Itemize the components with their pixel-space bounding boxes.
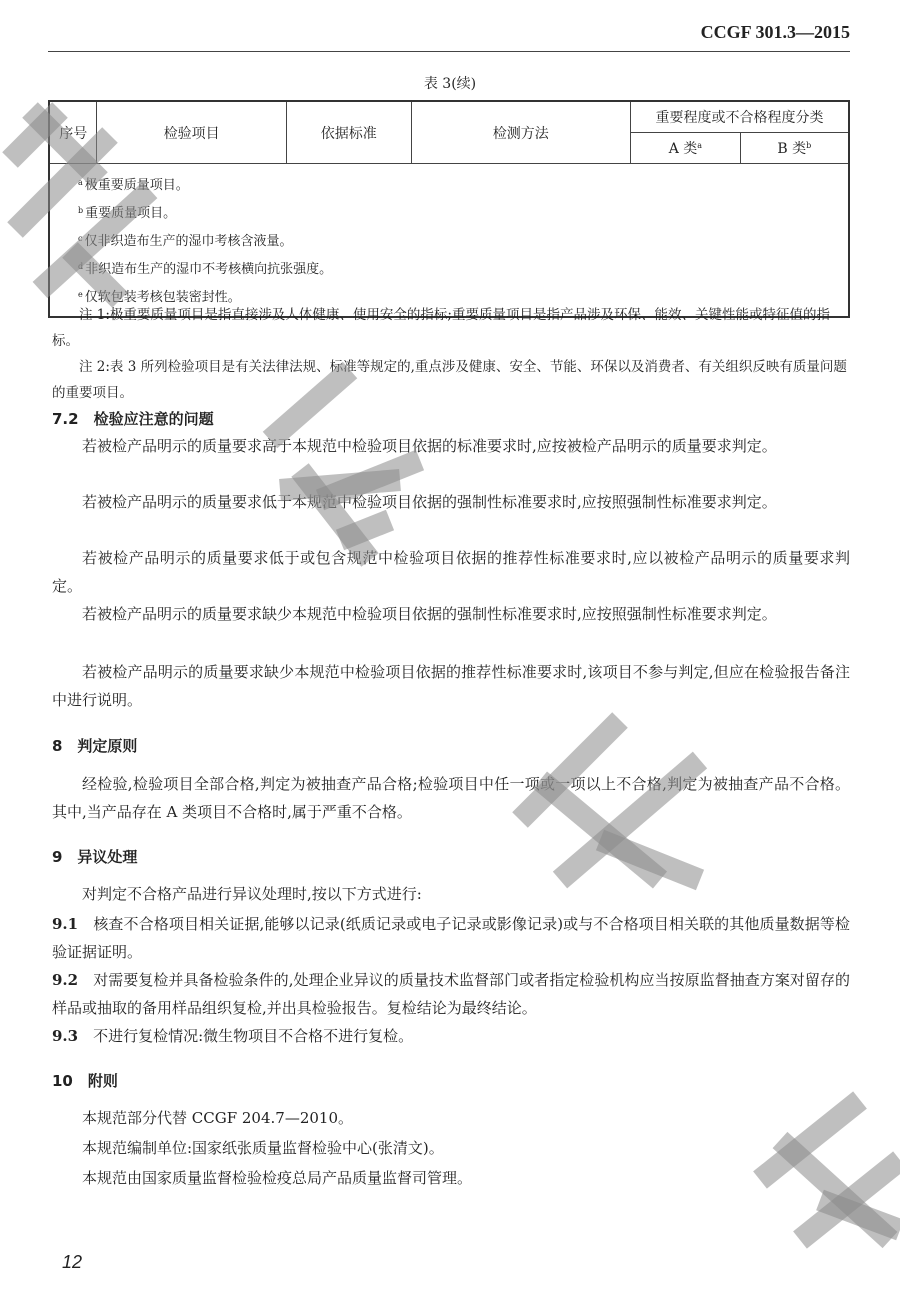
col-class-b [740, 133, 849, 164]
footnote-text: 极重要质量项目。 [84, 178, 189, 193]
footnote-mark: a [78, 178, 83, 187]
item-9-2 [52, 966, 850, 1022]
para-7-2-5: 若被检产品明示的质量要求缺少本规范中检验项目依据的推荐性标准要求时,该项目不参与判定,但应在检验报告备注中进行说明。 [52, 663, 850, 709]
class-b-sup: b [806, 141, 812, 150]
footnote [78, 226, 848, 254]
footnote [78, 254, 848, 282]
para-10-2: 本规范编制单位:国家纸张质量监督检验中心(张清文)。 [82, 1139, 444, 1157]
table-footnotes [49, 164, 849, 318]
col-standard: 依据标准 [286, 101, 411, 164]
section-9-heading: 9 异议处理 [52, 848, 138, 866]
note-2: 注 2:表 3 所列检验项目是有关法律法规、标准等规定的,重点涉及健康、安全、节能、环保以及消费者、有关组织反映有质量问题的重要项目。 [52, 359, 847, 401]
para-8: 经检验,检验项目全部合格,判定为被抽查产品合格;检验项目中任一项或一项以上不合格,判定为被抽查产品不合格。其中,当产品存在 A 类项目不合格时,属于严重不合格。 [52, 775, 850, 821]
para-10-3: 本规范由国家质量监督检验检疫总局产品质量监督司管理。 [82, 1169, 473, 1187]
section-7-2-heading: 7.2 检验应注意的问题 [52, 410, 214, 428]
section-10-heading: 10 附则 [52, 1072, 118, 1090]
col-item: 检验项目 [97, 101, 287, 164]
para-7-2-1: 若被检产品明示的质量要求高于本规范中检验项目依据的标准要求时,应按被检产品明示的质量要求判定。 [82, 437, 777, 455]
footnote-text: 非织造布生产的湿巾不考核横向抗张强度。 [85, 262, 333, 277]
footnote-mark: e [78, 290, 83, 299]
item-9-3-num: 9.3 [52, 1027, 79, 1045]
footnote-text: 仅非织造布生产的湿巾考核含液量。 [84, 234, 293, 249]
footnote-mark: b [78, 206, 84, 215]
header-rule [48, 51, 850, 52]
footnote-mark: c [78, 234, 83, 243]
note-1: 注 1:极重要质量项目是指直接涉及人体健康、使用安全的指标;重要质量项目是指产品涉及环保、能效、关键性能或特征值的指标。 [52, 307, 830, 349]
col-class-a-label: A 类 [668, 141, 698, 157]
item-9-3-text: 不进行复检情况:微生物项目不合格不进行复检。 [93, 1027, 414, 1045]
para-9-intro: 对判定不合格产品进行异议处理时,按以下方式进行: [82, 885, 422, 903]
para-7-2-2: 若被检产品明示的质量要求低于本规范中检验项目依据的强制性标准要求时,应按照强制性标准要求判定。 [82, 493, 777, 511]
footnote-text: 重要质量项目。 [85, 206, 177, 221]
page-header: CCGF 301.3—2015 [700, 22, 850, 42]
section-8-heading: 8 判定原则 [52, 737, 138, 755]
table-caption: 表 3(续) [423, 76, 477, 92]
footnote-mark: d [78, 262, 84, 271]
col-class-a [631, 133, 741, 164]
col-classification: 重要程度或不合格程度分类 [631, 101, 849, 133]
footnote [78, 198, 848, 226]
item-9-1-num: 9.1 [52, 915, 79, 933]
col-method: 检测方法 [411, 101, 630, 164]
item-9-2-num: 9.2 [52, 971, 79, 989]
item-9-2-text: 对需要复检并具备检验条件的,处理企业异议的质量技术监督部门或者指定检验机构应当按原监督抽查方案对留存的样品或抽取的备用样品组织复检,并出具检验报告。复检结论为最终结论。 [52, 971, 850, 1017]
item-9-1-text: 核查不合格项目相关证据,能够以记录(纸质记录或电子记录或影像记录)或与不合格项目相关联的其他质量数据等检验证据证明。 [52, 915, 850, 961]
table-3-continued [48, 100, 850, 318]
footnote [78, 170, 848, 198]
col-seq: 序号 [49, 101, 97, 164]
para-7-2-4: 若被检产品明示的质量要求缺少本规范中检验项目依据的强制性标准要求时,应按照强制性标准要求判定。 [82, 605, 777, 623]
para-7-2-3: 若被检产品明示的质量要求低于或包含规范中检验项目依据的推荐性标准要求时,应以被检产品明示的质量要求判定。 [52, 549, 850, 595]
para-10-1: 本规范部分代替 CCGF 204.7—2010。 [82, 1109, 353, 1127]
col-class-b-label: B 类 [777, 141, 807, 157]
item-9-1 [52, 910, 850, 966]
footnote-text: 仅软包装考核包装密封性。 [84, 290, 241, 305]
item-9-3 [52, 1022, 850, 1050]
class-a-sup: a [697, 141, 703, 150]
page-number: 12 [62, 1252, 83, 1272]
